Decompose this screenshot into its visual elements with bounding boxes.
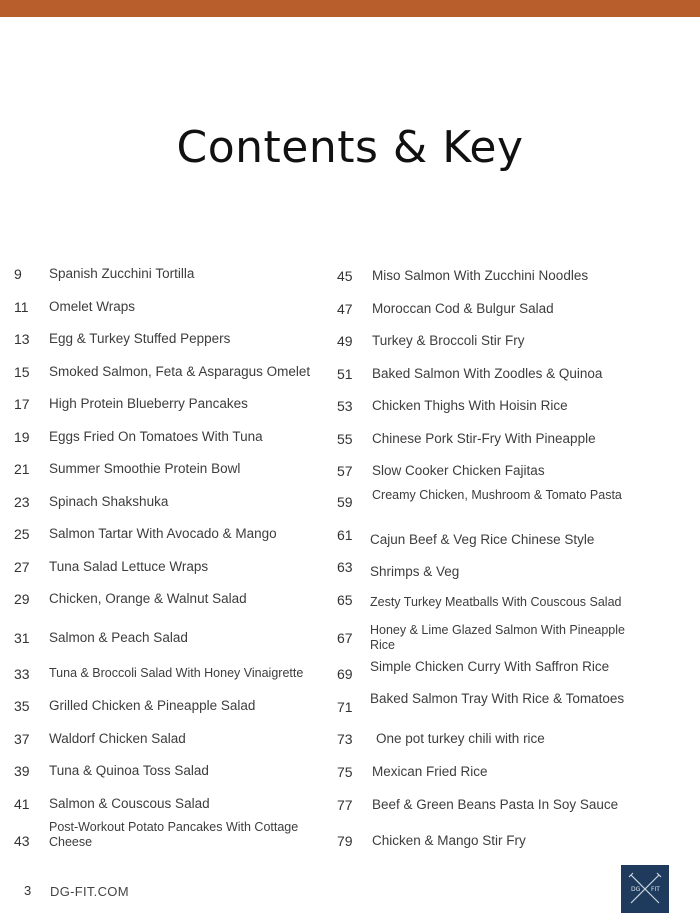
toc-page-number: 75: [337, 764, 353, 780]
toc-entry[interactable]: [337, 527, 657, 557]
toc-recipe-title: Honey & Lime Glazed Salmon With Pineapple Rice: [370, 623, 625, 652]
toc-recipe-title: Tuna Salad Lettuce Wraps: [49, 559, 209, 574]
logo-right-text: FIT: [651, 886, 660, 893]
toc-entry[interactable]: [14, 630, 324, 660]
toc-page-number: 57: [337, 463, 353, 479]
toc-recipe-title: Simple Chicken Curry With Saffron Rice: [370, 659, 610, 674]
toc-recipe-title: Chicken Thighs With Hoisin Rice: [372, 398, 568, 413]
toc-recipe-title: Spanish Zucchini Tortilla: [49, 266, 195, 281]
toc-entry[interactable]: [14, 396, 324, 426]
toc-entry[interactable]: [14, 731, 324, 761]
toc-entry[interactable]: [14, 364, 324, 394]
toc-entry[interactable]: [14, 331, 324, 361]
toc-entry[interactable]: [14, 559, 324, 589]
toc-recipe-title: Egg & Turkey Stuffed Peppers: [49, 331, 231, 346]
toc-entry[interactable]: [14, 666, 324, 696]
toc-page-number: 13: [14, 331, 30, 347]
toc-page-number: 39: [14, 763, 30, 779]
toc-page-number: 33: [14, 666, 30, 682]
toc-page-number: 25: [14, 526, 30, 542]
toc-entry[interactable]: [14, 526, 324, 556]
toc-entry[interactable]: [14, 494, 324, 524]
toc-entry[interactable]: [337, 366, 657, 396]
toc-entry[interactable]: [14, 266, 324, 296]
toc-entry[interactable]: [337, 301, 657, 331]
crossed-swords-icon: [621, 865, 669, 913]
toc-page-number: 9: [14, 266, 22, 282]
toc-recipe-title: Salmon Tartar With Avocado & Mango: [49, 526, 277, 541]
toc-entry[interactable]: [337, 592, 657, 622]
toc-page-number: 47: [337, 301, 353, 317]
toc-page-number: 51: [337, 366, 353, 382]
footer-site-link[interactable]: DG-FIT.COM: [50, 884, 129, 899]
toc-page-number: 61: [337, 527, 353, 543]
toc-entry[interactable]: [337, 833, 657, 863]
toc-page-number: 71: [337, 699, 353, 715]
toc-page-number: 43: [14, 833, 30, 849]
toc-page-number: 29: [14, 591, 30, 607]
toc-page-number: 63: [337, 559, 353, 575]
dg-fit-logo: [621, 865, 669, 913]
toc-recipe-title: Summer Smoothie Protein Bowl: [49, 461, 241, 476]
toc-recipe-title: Mexican Fried Rice: [372, 764, 488, 779]
toc-entry[interactable]: [337, 691, 657, 721]
toc-page-number: 21: [14, 461, 30, 477]
toc-page-number: 69: [337, 666, 353, 682]
toc-page-number: 65: [337, 592, 353, 608]
toc-recipe-title: Chinese Pork Stir-Fry With Pineapple: [372, 431, 596, 446]
toc-recipe-title: Waldorf Chicken Salad: [49, 731, 186, 746]
toc-recipe-title: Smoked Salmon, Feta & Asparagus Omelet: [49, 364, 311, 379]
toc-recipe-title: Shrimps & Veg: [370, 564, 460, 579]
toc-recipe-title: Tuna & Quinoa Toss Salad: [49, 763, 209, 778]
toc-page-number: 31: [14, 630, 30, 646]
toc-recipe-title: Omelet Wraps: [49, 299, 136, 314]
toc-entry[interactable]: [337, 731, 657, 761]
page-title: Contents & Key: [176, 122, 524, 173]
toc-page-number: 45: [337, 268, 353, 284]
toc-recipe-title: Creamy Chicken, Mushroom & Tomato Pasta: [372, 488, 622, 502]
toc-entry[interactable]: [337, 659, 657, 689]
toc-entry[interactable]: [14, 820, 324, 854]
top-accent-bar: [0, 0, 700, 17]
toc-recipe-title: Chicken & Mango Stir Fry: [372, 833, 526, 848]
toc-recipe-title: Beef & Green Beans Pasta In Soy Sauce: [372, 797, 619, 812]
toc-entry[interactable]: [337, 333, 657, 363]
toc-entry[interactable]: [14, 698, 324, 728]
logo-left-text: DG: [631, 886, 641, 893]
toc-recipe-title: Eggs Fried On Tomatoes With Tuna: [49, 429, 263, 444]
toc-entry[interactable]: [337, 488, 657, 518]
toc-page-number: 67: [337, 630, 353, 646]
toc-entry[interactable]: [14, 591, 324, 621]
toc-page-number: 11: [14, 299, 29, 315]
toc-entry[interactable]: [337, 398, 657, 428]
toc-recipe-title: Turkey & Broccoli Stir Fry: [372, 333, 525, 348]
toc-recipe-title: Tuna & Broccoli Salad With Honey Vinaigrette: [49, 666, 304, 680]
toc-entry[interactable]: [337, 797, 657, 827]
toc-entry[interactable]: [337, 764, 657, 794]
toc-page-number: 19: [14, 429, 30, 445]
toc-entry[interactable]: [14, 299, 324, 329]
toc-page-number: 77: [337, 797, 353, 813]
toc-page-number: 73: [337, 731, 353, 747]
toc-recipe-title: Grilled Chicken & Pineapple Salad: [49, 698, 256, 713]
toc-recipe-title: Baked Salmon Tray With Rice & Tomatoes: [370, 691, 625, 706]
footer-page-number: 3: [24, 883, 32, 898]
toc-recipe-title: Moroccan Cod & Bulgur Salad: [372, 301, 554, 316]
toc-recipe-title: One pot turkey chili with rice: [376, 731, 545, 746]
toc-page-number: 15: [14, 364, 30, 380]
toc-page-number: 55: [337, 431, 353, 447]
toc-recipe-title: Salmon & Peach Salad: [49, 630, 188, 645]
toc-page-number: 35: [14, 698, 30, 714]
toc-recipe-title: Salmon & Couscous Salad: [49, 796, 210, 811]
toc-entry[interactable]: [14, 461, 324, 491]
toc-page-number: 17: [14, 396, 30, 412]
toc-recipe-title: High Protein Blueberry Pancakes: [49, 396, 248, 411]
toc-recipe-title: Zesty Turkey Meatballs With Couscous Salad: [370, 595, 622, 609]
toc-page-number: 79: [337, 833, 353, 849]
toc-recipe-title: Post-Workout Potato Pancakes With Cottage Cheese: [49, 820, 299, 849]
toc-recipe-title: Chicken, Orange & Walnut Salad: [49, 591, 247, 606]
toc-recipe-title: Cajun Beef & Veg Rice Chinese Style: [370, 532, 595, 547]
toc-entry[interactable]: [337, 431, 657, 461]
toc-page-number: 59: [337, 494, 353, 510]
toc-entry[interactable]: [337, 559, 657, 589]
toc-page-number: 27: [14, 559, 30, 575]
toc-page-number: 37: [14, 731, 30, 747]
toc-entry[interactable]: [337, 623, 657, 657]
toc-recipe-title: Slow Cooker Chicken Fajitas: [372, 463, 545, 478]
toc-recipe-title: Baked Salmon With Zoodles & Quinoa: [372, 366, 603, 381]
toc-recipe-title: Spinach Shakshuka: [49, 494, 169, 509]
toc-recipe-title: Miso Salmon With Zucchini Noodles: [372, 268, 589, 283]
toc-entry[interactable]: [14, 429, 324, 459]
toc-page-number: 23: [14, 494, 30, 510]
toc-entry[interactable]: [337, 268, 657, 298]
toc-page-number: 49: [337, 333, 353, 349]
toc-page-number: 41: [14, 796, 30, 812]
toc-entry[interactable]: [14, 763, 324, 793]
toc-page-number: 53: [337, 398, 353, 414]
